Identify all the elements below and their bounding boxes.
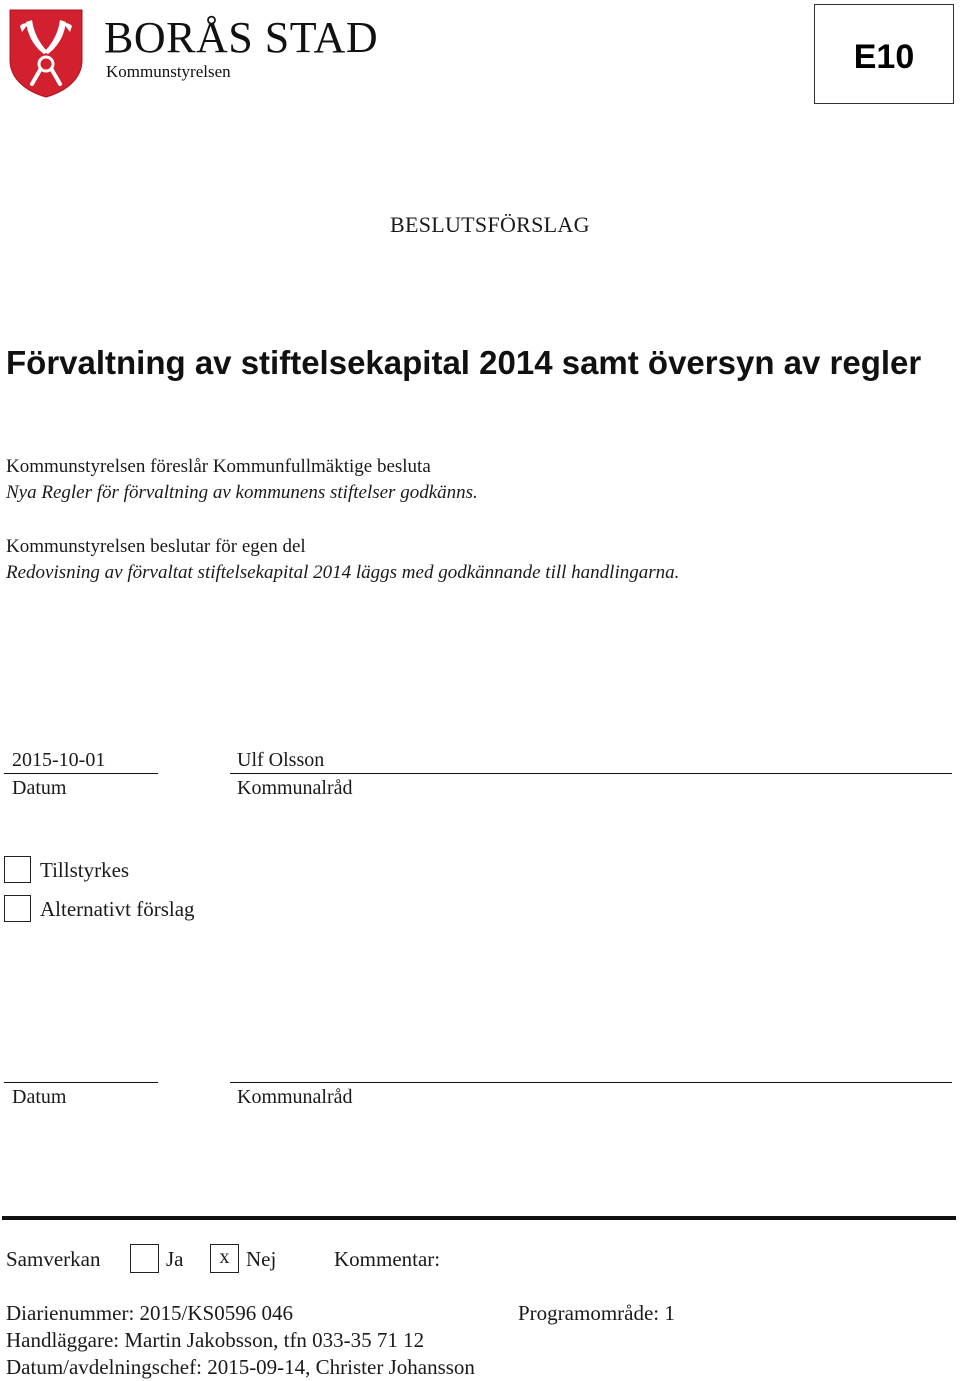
signature-date-line [4,773,158,774]
signature-name-value: Ulf Olsson [237,749,325,771]
document-code: E10 [853,38,915,76]
signature-date-label: Datum [12,777,67,799]
signature-date-value: 2015-10-01 [12,749,106,771]
programomrade: Programområde: 1 [518,1301,675,1325]
proposal-line-2 [6,480,478,506]
alternativt-forslag-label: Alternativt förslag [40,897,195,921]
signature2-role-label: Kommunalråd [237,1086,353,1108]
boras-coat-of-arms-logo [8,8,84,98]
footer-separator [2,1216,956,1220]
samverkan-label: Samverkan [6,1247,101,1271]
alternativt-forslag-checkbox[interactable] [4,895,31,922]
signature2-name-line [230,1082,952,1083]
signature2-date-line [4,1082,158,1083]
own-decision-line-2 [6,560,679,586]
handlaggare: Handläggare: Martin Jakobsson, tfn 033-35 71 12 [6,1328,425,1352]
signature-role-label: Kommunalråd [237,777,353,799]
kommentar-label: Kommentar: [334,1247,441,1271]
document-title: Förvaltning av stiftelsekapital 2014 samt översyn av regler [6,344,922,381]
samverkan-nej-label: Nej [246,1247,277,1271]
tillstyrkes-label: Tillstyrkes [40,858,130,882]
signature2-date-label: Datum [12,1086,67,1108]
proposal-decision-text: Nya Regler för förvaltning av kommunens stiftelser godkänns. [6,482,478,503]
diarienummer: Diarienummer: 2015/KS0596 046 [6,1301,293,1325]
samverkan-ja-label: Ja [166,1247,184,1271]
datum-avdelningschef: Datum/avdelningschef: 2015-09-14, Christer Johansson [6,1355,475,1379]
own-decision-line-1: Kommunstyrelsen beslutar för egen del [6,536,306,557]
own-decision-text: Redovisning av förvaltat stiftelsekapital 2014 läggs med godkännande till handlingarna. [6,562,680,583]
document-code-box [814,4,954,104]
samverkan-nej-checkbox[interactable]: x [210,1244,239,1273]
samverkan-ja-checkbox[interactable] [130,1244,159,1273]
organization-subtitle: Kommunstyrelsen [106,62,231,81]
signature-name-line [230,773,952,774]
proposal-line-1: Kommunstyrelsen föreslår Kommunfullmäktige besluta [6,456,431,477]
organization-name: BORÅS STAD [104,13,379,62]
tillstyrkes-checkbox[interactable] [4,856,31,883]
document-type: BESLUTSFÖRSLAG [390,212,590,237]
